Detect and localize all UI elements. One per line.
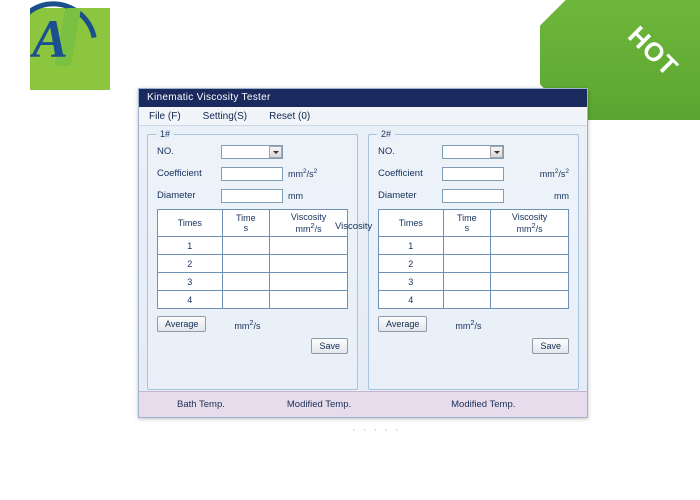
page-left-frame	[0, 0, 30, 500]
panel-2-coefficient-label: Coefficient	[378, 168, 423, 179]
panel-2-row-2-index: 2	[379, 255, 444, 273]
table-row	[158, 237, 348, 255]
panel-1-measurement-table	[157, 209, 348, 309]
panel-2-save-button[interactable]: Save	[532, 338, 569, 354]
panel-1-coefficient-label: Coefficient	[157, 168, 202, 179]
panel-1-row-2-viscosity[interactable]	[270, 255, 348, 273]
table-row	[379, 237, 569, 255]
status-bar	[139, 391, 587, 417]
decorative-dots: · · · · ·	[352, 424, 401, 436]
panel-2-row-4-viscosity[interactable]	[491, 291, 569, 309]
panel-2	[368, 129, 579, 390]
panel-1-row-4-time[interactable]	[222, 291, 270, 309]
window-title: Kinematic Viscosity Tester	[147, 92, 271, 103]
panel-1-row-3-index: 3	[158, 273, 223, 291]
panel-1-no-label: NO.	[157, 146, 174, 157]
panel-1-average-unit: $mm^2/s$	[234, 317, 261, 331]
panel-1	[147, 129, 358, 390]
panel-2-coefficient-row	[378, 165, 569, 182]
application-window	[138, 88, 588, 418]
panel-1-no-input[interactable]	[221, 145, 283, 159]
panel-2-diameter-label: Diameter	[378, 190, 417, 201]
panel-1-coefficient-input[interactable]	[221, 167, 283, 181]
panel-2-row-1-time[interactable]	[443, 237, 491, 255]
panel-1-row-4-viscosity[interactable]	[270, 291, 348, 309]
panel-2-coefficient-input[interactable]	[442, 167, 504, 181]
panel-1-coefficient-row	[157, 165, 348, 182]
menu-bar	[139, 107, 587, 126]
panel-2-measurement-table	[378, 209, 569, 309]
panel-1-diameter-row	[157, 187, 348, 204]
logo-letter: A	[32, 9, 69, 69]
panel-1-header-time: Time s	[222, 210, 270, 237]
panel-1-legend: 1#	[156, 129, 174, 139]
panel-1-average-row	[157, 316, 348, 332]
panel-1-save-row	[157, 338, 348, 354]
panel-2-legend: 2#	[377, 129, 395, 139]
panel-2-diameter-unit: mm	[554, 190, 569, 201]
table-row	[379, 273, 569, 291]
panel-2-row-4-index: 4	[379, 291, 444, 309]
panel-2-header-times: Times	[379, 210, 444, 237]
panel-2-average-row	[378, 316, 569, 332]
panel-1-save-button[interactable]: Save	[311, 338, 348, 354]
panel-2-row-3-index: 3	[379, 273, 444, 291]
panel-1-row-1-time[interactable]	[222, 237, 270, 255]
panel-1-no-row	[157, 143, 348, 160]
table-row	[158, 255, 348, 273]
panel-2-row-2-time[interactable]	[443, 255, 491, 273]
panel-2-header-viscosity: Viscosity $mm^2/s$	[491, 210, 569, 237]
panel-2-coefficient-unit: $mm^2/s^2$	[539, 168, 569, 179]
panel-2-average-button[interactable]: Average	[378, 316, 427, 332]
panel-1-row-2-index: 2	[158, 255, 223, 273]
panel-2-row-4-time[interactable]	[443, 291, 491, 309]
panel-2-no-label: NO.	[378, 146, 395, 157]
panel-1-row-3-viscosity[interactable]	[270, 273, 348, 291]
menu-item-setting[interactable]: Setting(S)	[202, 110, 248, 122]
panel-2-row-1-index: 1	[379, 237, 444, 255]
panel-1-coefficient-unit: $mm^2/s^2$	[288, 168, 318, 179]
table-row	[158, 273, 348, 291]
panel-2-average-unit: $mm^2/s$	[455, 317, 482, 331]
panel-2-row-3-time[interactable]	[443, 273, 491, 291]
status-bath-temp: Bath Temp.	[177, 399, 225, 410]
measurement-panels	[139, 126, 587, 390]
panel-2-diameter-row	[378, 187, 569, 204]
window-title-bar	[139, 89, 587, 107]
panel-2-table-header-row	[379, 210, 569, 237]
status-modified-temp-2: Modified Temp.	[451, 399, 516, 410]
panel-1-table-header-row	[158, 210, 348, 237]
viscosity-floating-label: Viscosity	[335, 221, 373, 232]
panel-2-no-input[interactable]	[442, 145, 504, 159]
panel-2-row-3-viscosity[interactable]	[491, 273, 569, 291]
page-bottom-frame	[0, 454, 700, 500]
panel-2-row-1-viscosity[interactable]	[491, 237, 569, 255]
panel-1-row-4-index: 4	[158, 291, 223, 309]
panel-1-average-button[interactable]: Average	[157, 316, 206, 332]
panel-2-save-row	[378, 338, 569, 354]
ribbon-label: HOT	[622, 20, 685, 83]
panel-2-row-2-viscosity[interactable]	[491, 255, 569, 273]
panel-1-header-times: Times	[158, 210, 223, 237]
chevron-down-icon[interactable]	[269, 146, 282, 158]
chevron-down-icon[interactable]	[490, 146, 503, 158]
panel-1-row-1-viscosity[interactable]	[270, 237, 348, 255]
panel-2-header-time: Time s	[443, 210, 491, 237]
panel-1-row-3-time[interactable]	[222, 273, 270, 291]
panel-1-diameter-label: Diameter	[157, 190, 196, 201]
panel-2-no-row	[378, 143, 569, 160]
panel-1-row-1-index: 1	[158, 237, 223, 255]
table-row	[379, 255, 569, 273]
table-row	[158, 291, 348, 309]
table-row	[379, 291, 569, 309]
panel-2-diameter-input[interactable]	[442, 189, 504, 203]
panel-1-header-viscosity: Viscosity $mm^2/s$	[270, 210, 348, 237]
panel-1-diameter-input[interactable]	[221, 189, 283, 203]
menu-item-file[interactable]: File (F)	[149, 110, 181, 122]
panel-1-diameter-unit: mm	[288, 190, 303, 201]
status-modified-temp-1: Modified Temp.	[286, 399, 352, 410]
menu-item-reset[interactable]: Reset (0)	[269, 110, 311, 122]
panel-1-row-2-time[interactable]	[222, 255, 270, 273]
